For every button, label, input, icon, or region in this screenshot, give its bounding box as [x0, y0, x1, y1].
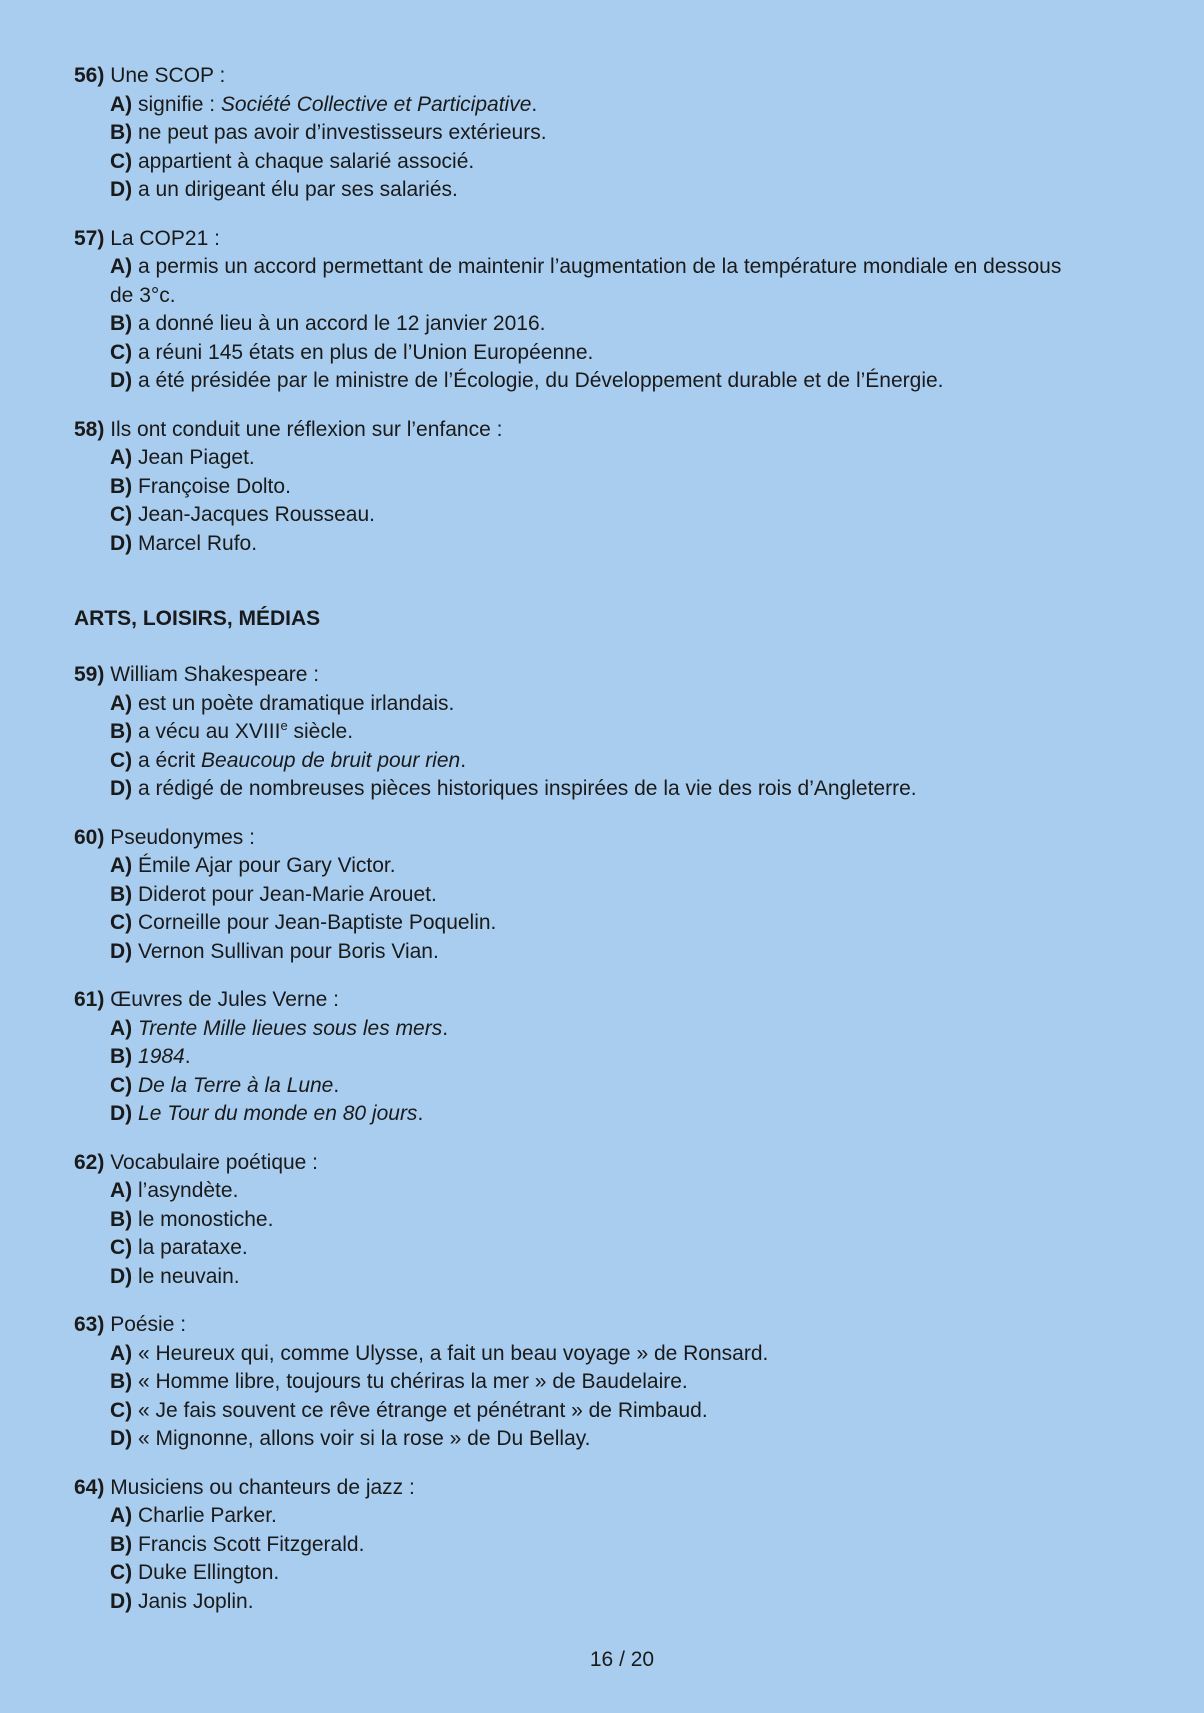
question-text: Pseudonymes :: [104, 825, 255, 849]
option-text-end: .: [184, 1045, 191, 1068]
option-letter: D): [110, 1102, 133, 1125]
option-text: ne peut pas avoir d’investisseurs extérieurs.: [132, 121, 547, 144]
option-text-end: .: [442, 1016, 449, 1040]
option-text: le neuvain.: [132, 1264, 240, 1288]
question-stem: [74, 661, 1074, 690]
option-letter: D): [110, 531, 133, 555]
option-letter: A): [110, 1341, 133, 1365]
question-text: Musiciens ou chanteurs de jazz :: [104, 1475, 415, 1499]
option-d: [74, 1425, 1074, 1454]
option-text: « Homme libre, toujours tu chériras la mer » de Baudelaire.: [132, 1370, 688, 1393]
option-text: a réuni 145 états en plus de l’Union Européenne.: [132, 340, 594, 364]
option-a: [74, 690, 1074, 719]
option-letter: C): [110, 911, 133, 934]
option-c: [74, 747, 1074, 776]
option-text: a donné lieu à un accord le 12 janvier 2016.: [132, 312, 546, 335]
option-letter: C): [110, 149, 133, 173]
option-a: [74, 91, 1074, 120]
option-c: [74, 1234, 1074, 1263]
option-b: [74, 1043, 1074, 1072]
question-number: 59): [74, 663, 105, 686]
option-letter: A): [110, 446, 133, 469]
option-text: a un dirigeant élu par ses salariés.: [132, 178, 458, 201]
option-text: « Mignonne, allons voir si la rose » de Du Bellay.: [132, 1427, 591, 1450]
option-text: signifie :: [132, 92, 221, 116]
question-number: 56): [74, 64, 105, 87]
option-letter: C): [110, 1236, 133, 1259]
option-d: [74, 530, 1074, 559]
option-a: [74, 852, 1074, 881]
question-number: 62): [74, 1150, 105, 1174]
option-letter: B): [110, 1045, 133, 1068]
option-text: Vernon Sullivan pour Boris Vian.: [132, 939, 439, 963]
option-letter: B): [110, 882, 133, 906]
option-letter: A): [110, 92, 133, 116]
option-text: Duke Ellington.: [132, 1561, 280, 1584]
option-a: [74, 1502, 1074, 1531]
option-d: [74, 1100, 1074, 1129]
question-number: 61): [74, 988, 105, 1011]
option-d: [74, 176, 1074, 205]
option-c: [74, 1072, 1074, 1101]
option-letter: B): [110, 1370, 133, 1393]
option-b: [74, 1206, 1074, 1235]
option-letter: C): [110, 1561, 133, 1584]
question-text: Ils ont conduit une réflexion sur l’enfance :: [104, 417, 503, 441]
option-letter: B): [110, 720, 133, 743]
option-letter: C): [110, 1398, 133, 1422]
question-stem: [74, 416, 1074, 445]
option-letter: A): [110, 1016, 133, 1040]
option-text: Janis Joplin.: [132, 1589, 254, 1613]
option-letter: D): [110, 178, 133, 201]
question-text: Vocabulaire poétique :: [104, 1150, 319, 1174]
option-italic-text: Beaucoup de bruit pour rien: [201, 748, 461, 772]
option-text: a été présidée par le ministre de l’Écologie, du Développement durable et de l’Énergie.: [132, 369, 944, 392]
page-number: 16 / 20: [589, 1648, 655, 1671]
option-text: Charlie Parker.: [132, 1504, 277, 1527]
option-letter: D): [110, 1589, 133, 1613]
option-text: Francis Scott Fitzgerald.: [132, 1532, 365, 1556]
option-d: [74, 367, 1074, 396]
option-text: Jean Piaget.: [132, 446, 255, 469]
option-text: Diderot pour Jean-Marie Arouet.: [132, 882, 437, 906]
option-d: [74, 1263, 1074, 1292]
question-58: [74, 416, 1074, 559]
option-letter: A): [110, 1179, 133, 1202]
option-letter: B): [110, 1532, 133, 1556]
question-56: [74, 62, 1074, 205]
question-60: [74, 824, 1074, 967]
page-content: [74, 62, 1074, 1636]
option-letter: A): [110, 691, 133, 715]
option-letter: B): [110, 474, 133, 498]
option-b: [74, 881, 1074, 910]
option-italic-text: Société Collective et Participative: [220, 92, 532, 116]
option-text-end: .: [531, 92, 538, 116]
option-italic-text: Trente Mille lieues sous les mers: [138, 1016, 443, 1040]
option-letter: C): [110, 748, 133, 772]
option-c: [74, 148, 1074, 177]
option-italic-text: Le Tour du monde en 80 jours: [138, 1102, 418, 1125]
option-text-end: .: [460, 748, 467, 772]
question-stem: [74, 225, 1074, 254]
option-b: [74, 119, 1074, 148]
question-number: 57): [74, 226, 105, 250]
superscript: e: [280, 718, 288, 733]
option-letter: D): [110, 939, 133, 963]
option-text: l’asyndète.: [132, 1179, 239, 1202]
question-59: [74, 661, 1074, 804]
option-letter: B): [110, 312, 133, 335]
option-letter: A): [110, 854, 133, 877]
question-57: [74, 225, 1074, 396]
question-stem: [74, 1149, 1074, 1178]
section-title: ARTS, LOISIRS, MÉDIAS: [74, 607, 321, 630]
option-letter: D): [110, 1264, 133, 1288]
option-text: appartient à chaque salarié associé.: [132, 149, 475, 173]
question-number: 58): [74, 417, 105, 441]
question-63: [74, 1311, 1074, 1454]
question-text: La COP21 :: [104, 226, 220, 250]
option-letter: D): [110, 777, 133, 800]
option-italic-text: De la Terre à la Lune: [138, 1073, 334, 1097]
question-61: [74, 986, 1074, 1129]
option-a: [74, 253, 1074, 310]
option-text: Corneille pour Jean-Baptiste Poquelin.: [132, 911, 497, 934]
option-letter: C): [110, 1073, 133, 1097]
option-text: Jean-Jacques Rousseau.: [132, 503, 375, 526]
option-letter: D): [110, 369, 133, 392]
option-letter: A): [110, 1504, 133, 1527]
option-text-end: .: [333, 1073, 340, 1097]
option-b: [74, 1368, 1074, 1397]
question-text: Une SCOP :: [104, 64, 226, 87]
option-a: [74, 1177, 1074, 1206]
question-stem: [74, 986, 1074, 1015]
question-number: 64): [74, 1475, 105, 1499]
option-letter: C): [110, 503, 133, 526]
question-number: 60): [74, 825, 105, 849]
question-number: 63): [74, 1313, 105, 1336]
option-letter: B): [110, 121, 133, 144]
question-64: [74, 1474, 1074, 1617]
option-a: [74, 1015, 1074, 1044]
option-letter: D): [110, 1427, 133, 1450]
option-c: [74, 339, 1074, 368]
question-stem: [74, 1474, 1074, 1503]
option-c: [74, 1559, 1074, 1588]
option-text-end: .: [417, 1102, 424, 1125]
question-text: Œuvres de Jules Verne :: [104, 988, 339, 1011]
option-text: est un poète dramatique irlandais.: [132, 691, 455, 715]
question-stem: [74, 62, 1074, 91]
option-text: a écrit: [132, 748, 202, 772]
option-text: a rédigé de nombreuses pièces historiques inspirées de la vie des rois d’Angleterre.: [132, 777, 917, 800]
option-italic-text: 1984: [138, 1045, 185, 1068]
option-text: la parataxe.: [132, 1236, 248, 1259]
option-text: a permis un accord permettant de maintenir l’augmentation de la température mondiale en dessous de 3°c.: [110, 255, 1062, 307]
option-text-end: siècle.: [287, 720, 354, 743]
option-text: Marcel Rufo.: [132, 531, 258, 555]
option-letter: A): [110, 255, 133, 278]
option-b: [74, 473, 1074, 502]
option-c: [74, 501, 1074, 530]
option-text: a vécu au XVIII: [132, 720, 281, 743]
option-text: Émile Ajar pour Gary Victor.: [132, 854, 396, 877]
question-stem: [74, 824, 1074, 853]
option-d: [74, 775, 1074, 804]
option-a: [74, 444, 1074, 473]
option-c: [74, 1397, 1074, 1426]
page-footer: [0, 1648, 1204, 1672]
option-b: [74, 718, 1074, 747]
option-text: Françoise Dolto.: [132, 474, 291, 498]
question-text: William Shakespeare :: [104, 663, 320, 686]
question-text: Poésie :: [104, 1313, 187, 1336]
option-c: [74, 909, 1074, 938]
option-d: [74, 1588, 1074, 1617]
option-b: [74, 1531, 1074, 1560]
question-stem: [74, 1311, 1074, 1340]
option-b: [74, 310, 1074, 339]
option-a: [74, 1340, 1074, 1369]
option-d: [74, 938, 1074, 967]
question-62: [74, 1149, 1074, 1292]
option-letter: B): [110, 1207, 133, 1231]
option-text: « Heureux qui, comme Ulysse, a fait un beau voyage » de Ronsard.: [132, 1341, 769, 1365]
option-text: le monostiche.: [132, 1207, 274, 1231]
option-letter: C): [110, 340, 133, 364]
option-text: « Je fais souvent ce rêve étrange et pénétrant » de Rimbaud.: [132, 1398, 708, 1422]
